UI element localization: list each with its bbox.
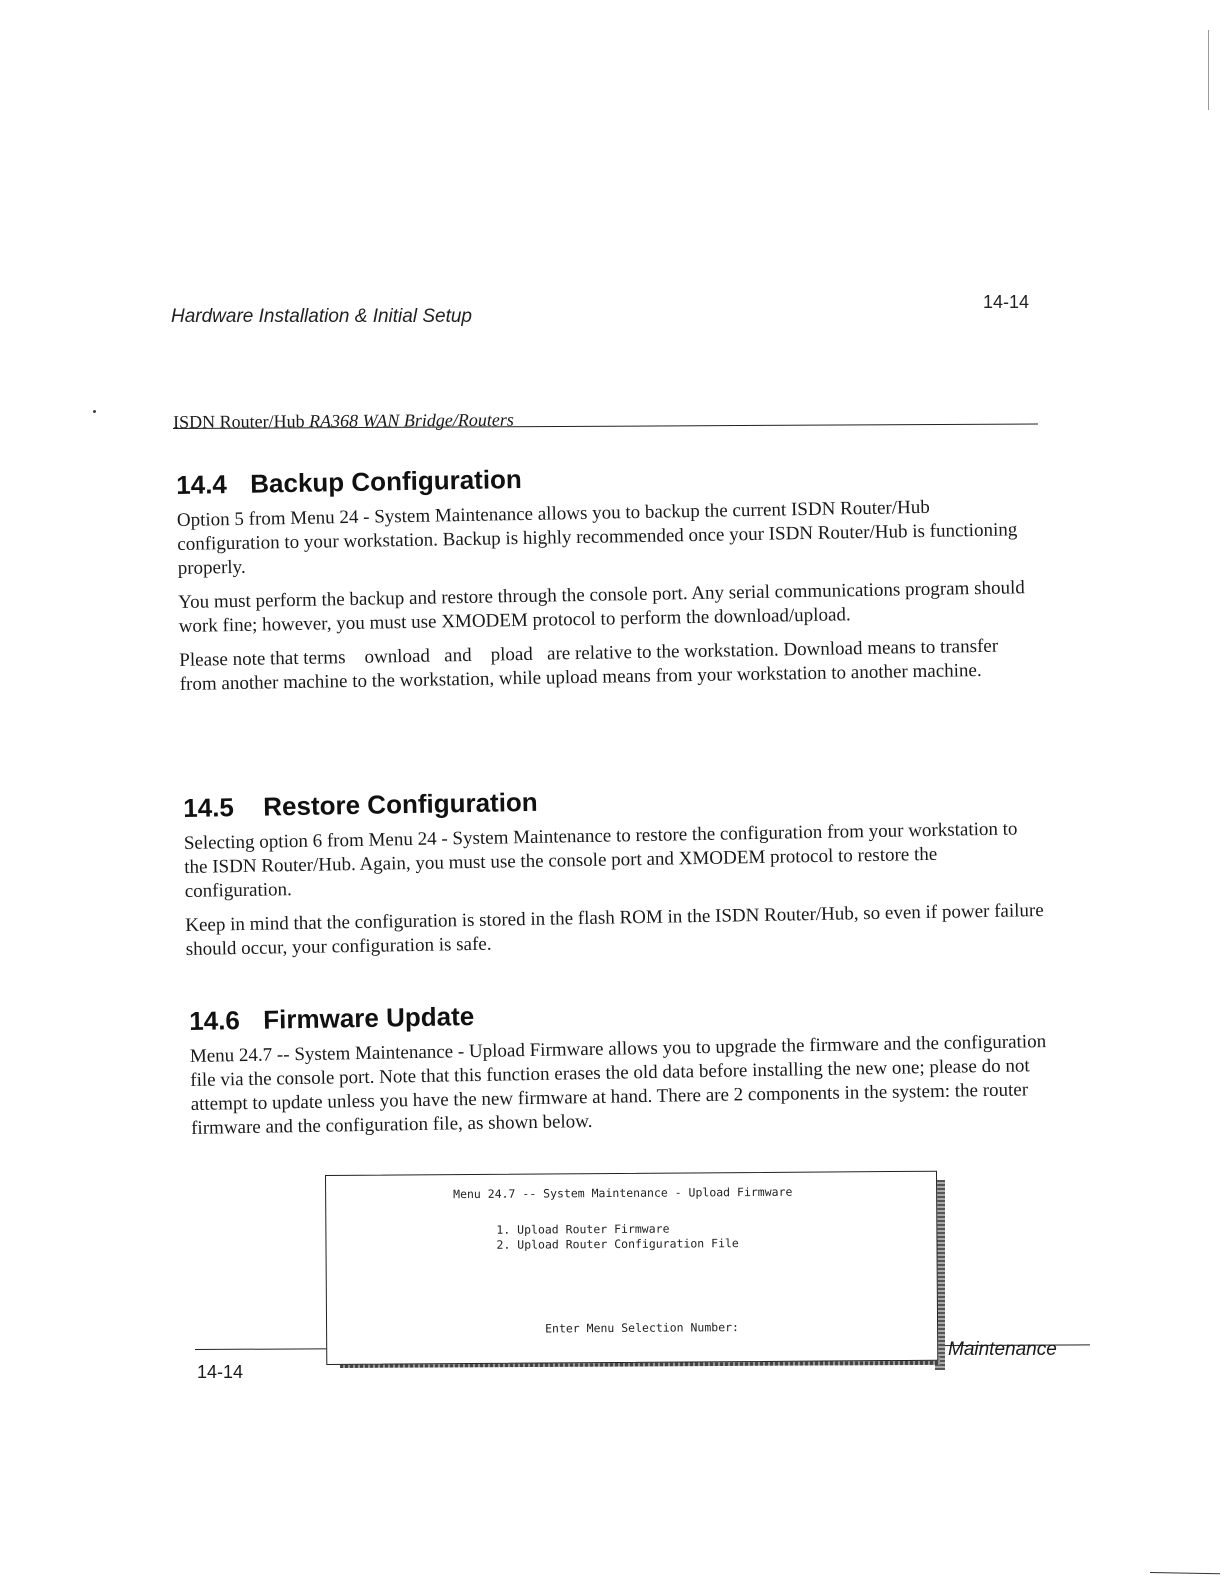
paragraph: Option 5 from Menu 24 - System Maintenance allows you to backup the current ISDN Router/Hub configuration to your workstation. Backup is highly recommended once your ISDN Router/Hub is functioning properly. (176, 496, 1018, 579)
running-head-model: RA368 (308, 410, 359, 432)
section-number: 14.6 (189, 1005, 241, 1036)
section-title: Firmware Update (262, 1001, 475, 1035)
paragraph: Menu 24.7 -- System Maintenance - Upload Firmware allows you to upgrade the firmware and the configuration file via the console port. Note that this function erases the old data before installing the new one; please do not attempt to update unless you have the new firmware at hand. There are 2 components in the system: the router firmware and the configuration file, as shown below. (189, 1031, 1047, 1139)
section-title: Restore Configuration (262, 786, 538, 822)
paragraph: Keep in mind that the configuration is stored in the flash ROM in the ISDN Router/Hub, so even if power failure should occur, your configuration is safe. (185, 899, 1044, 960)
footer-chapter: Maintenance (948, 1339, 1057, 1360)
section-firmware-update (189, 991, 1051, 1141)
console-option: 2. Upload Router Configuration File (496, 1236, 739, 1252)
section-title: Backup Configuration (249, 463, 523, 499)
section-heading (189, 991, 1049, 1037)
console-menu-title: Menu 24.7 -- System Maintenance - Upload Firmware (453, 1184, 793, 1202)
running-head-line: WAN Bridge/Routers (362, 409, 514, 431)
running-head (173, 410, 514, 433)
paragraph: You must perform the backup and restore through the console port. Any serial communications program should work fine; however, you must use XMODEM protocol to perform the download/upload. (178, 577, 1025, 637)
section-heading (176, 455, 1036, 501)
running-head-product: ISDN Router/Hub (173, 411, 305, 432)
section-number: 14.4 (176, 469, 228, 500)
console-option: 1. Upload Router Firmware (496, 1221, 670, 1237)
console-prompt: Enter Menu Selection Number: (545, 1320, 739, 1336)
section-restore-configuration (183, 778, 1046, 962)
scan-speck (93, 410, 96, 413)
console-screen (325, 1171, 938, 1365)
section-number: 14.5 (183, 792, 235, 823)
paragraph: Selecting option 6 from Menu 24 - System Maintenance to restore the configuration from your workstation to the ISDN Router/Hub. Again, you must use the console port and XMODEM protocol to restore the configuration. (183, 818, 1018, 902)
scan-edge-mark (1150, 1572, 1220, 1574)
footer-page-number: 14-14 (197, 1362, 244, 1382)
page-header-number: 14-14 (983, 292, 1030, 312)
section-heading (183, 778, 1043, 824)
section-backup-configuration (176, 455, 1040, 697)
page-header-title: Hardware Installation & Initial Setup (171, 306, 472, 327)
paragraph: Please note that terms ownload and pload are relative to the workstation. Download means to transfer from another machine to the workstation, while upload means from your workstation to another machine. (179, 635, 1004, 695)
scan-edge-mark (1208, 30, 1209, 110)
